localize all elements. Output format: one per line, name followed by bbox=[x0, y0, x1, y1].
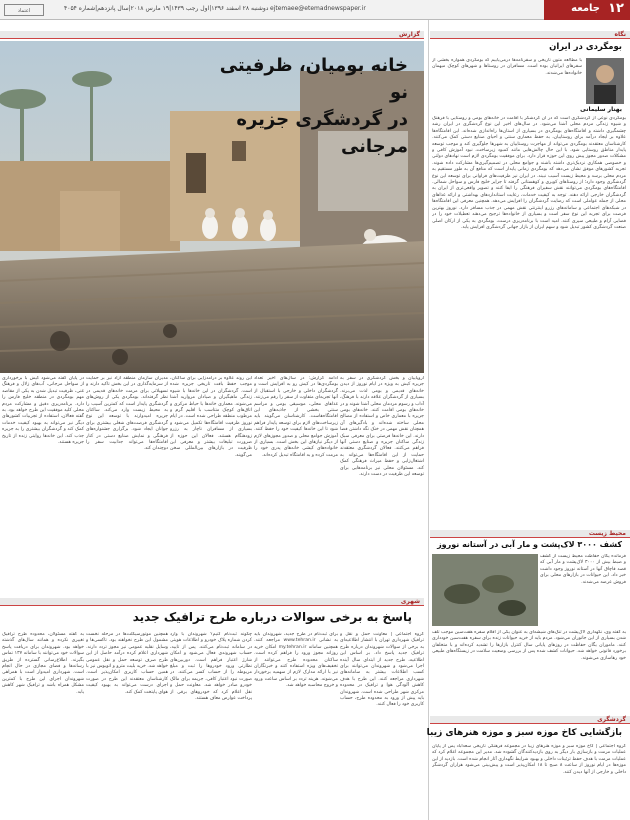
tourism-tag-bar bbox=[430, 716, 630, 724]
turtles-photo bbox=[432, 554, 538, 626]
newspaper-logo-icon: اعتماد bbox=[4, 4, 44, 16]
email-address[interactable]: ejtemaee@etemadnewspaper.ir bbox=[270, 5, 366, 12]
date-line: دوشنبه ۲۸ اسفند ۱۳۹۶|اول رجب ۱۴۳۹|۱۹ مارس ۲۰۱۸|سال پانزدهم|شماره ۴۰۵۴ bbox=[64, 5, 269, 12]
report-body-column: این روند علاوه بر درآمدزایی برای ساکنان، موجب حفظ بافت تاریخی جزیره شده است. گردشگران در این خانه‌ها با شیوه زندگی ماهیگیران و صیادان مروارید آشنا می‌شوند. معماری خانه‌ها با حیاط مرکزی و اتاق‌های کوچک متناسب با اقلیم گرم و مرطوب منطقه طراحی شده است. در ایام نوروز ظرفیت اقامتگاه‌ها تکمیل می‌شود و بسیاری از مسافران ناچار به رزرو زودهنگام هستند. فعالان این حوزه از ضرورت تبلیغات بیشتر و معرفی این ظرفیت در بازارهای بین‌المللی سخن می‌گویند. bbox=[170, 376, 252, 458]
city-tag-bar bbox=[0, 598, 424, 606]
environment-tag-bar bbox=[430, 530, 630, 538]
author-photo bbox=[586, 58, 624, 104]
city-body-column: گروه اجتماعی | معاونت حمل و نقل و ترافیک شهرداری تهران با انتشار اطلاعیه‌ای به برخی از سوالات شهروندان درباره طرح ترافیک جدید پاسخ داد. بر اساس این اطلاعیه، طرح جدید از ابتدای سال آینده اجرا می‌شود و شهروندان می‌توانند برای کسب اطلاعات بیشتر به سامانه‌های شهرداری مراجعه کنند. این طرح با هدف کاهش آلودگی هوا و ترافیک در محدوده مرکزی شهر طراحی شده است. شهروندان باید پیش از ورود به محدوده طرح، حساب کاربری خود را فعال کنند. bbox=[340, 632, 424, 708]
report-headline-line2: در گردشگری جزیره مرجانی bbox=[236, 109, 408, 157]
section-title: جامعه bbox=[571, 3, 600, 14]
opinion-tag: نگاه bbox=[614, 31, 626, 38]
environment-tag: محیط زیست bbox=[588, 530, 626, 537]
report-body-column: در پایان گفته می‌شود کیش با برخورداری از سواحل مرجانی، آب‌های زلال و فرهنگ غنی، ظرفیت تبدیل شدن به یکی از مقاصد مهم بومگردی در منطقه خلیج فارس را دارد. برنامه‌ریزی دقیق و مشارکت مردم محلی کلید موفقیت این طرح خواهد بود. به گفته فعالان، استفاده از تجربیات کشورهای دیگر نیز می‌تواند به بهبود کیفیت خدمات کمک کند و گردشگران بیشتری را به جزیره جذب کند. این خانه‌ها روایتی زنده از تاریخ جزیره هستند. bbox=[2, 376, 84, 446]
author-name: بهنار سلیمانی bbox=[580, 106, 622, 113]
tourism-body: گروه اجتماعی | کاخ موزه سبز و موزه هنرهای زیبا در مجموعه فرهنگی تاریخی سعدآباد پس از پایان عملیات مرمت و بازسازی بار دیگر به روی بازدیدکنندگان گشوده شد. مدیر این مجموعه اعلام کرد که عملیات مرمت با هدف حفظ تزئینات داخلی و بهبود شرایط نگهداری آثار انجام شده است. بازدید از این موزه‌ها در ایام نوروز از ساعت ۸ صبح تا ۱۸ امکان‌پذیر است و پیش‌بینی می‌شود هزاران گردشگر داخلی و خارجی از آنها دیدن کنند. bbox=[432, 744, 626, 775]
report-tag-bar bbox=[0, 31, 424, 39]
opinion-body: با مطالعه متون تاریخی و سفرنامه‌ها درمی‌یابیم که بومگردی همواره بخشی از سفرهای ایرانیان بوده است. مسافران در روستاها و شهرهای کوچک میهمان خانواده‌ها می‌شدند. bbox=[432, 58, 582, 76]
environment-body: فرمانده یگان حفاظت محیط زیست از کشف و ضبط بیش از ۳۰۰۰ لاک‌پشت و مار آبی که قصد قاچاق آنها در آستانه نوروز وجود داشت خبر داد. این حیوانات در بازارهای محلی برای فروش عرضه می‌شدند. bbox=[540, 554, 626, 585]
city-body-column: چگونه ثبت‌نام کنیم؟ شهروندان با وارد کردن شماره پلاک خودرو و اطلاعات هویتی در سامانه ثبت‌نام می‌کنند. پس از تایید، حساب شهروندی فعال می‌شود و امکان شارژ اعتبار فراهم است. دوربین‌های نظارتی ورود خودروها را ثبت و مبلغ مربوطه را از حساب کسر می‌کنند. در صورت نبود اعتبار کافی، جریمه برای مالک خودرو صادر خواهد شد. معاونت حمل و نقل اعلام کرد که خودروهای برقی از پرداخت عوارض معاف هستند. bbox=[170, 632, 252, 702]
opinion-tag-bar bbox=[430, 31, 630, 39]
report-body-column: ادامه گزارش: در سال‌های اخیر تعداد بومگردی‌ها در کیش رو به افزایش است و گردشگران داخلی و خارجی با استقبال از آنها تجربه‌ای متفاوت از سفر را رقم می‌زنند. غذاهای محلی، موسیقی بومی و مراسم سنتی بخشی از جاذبه‌های این اقامتگاه‌هاست. کارشناسان می‌گویند باید زیرساخت‌های لازم برای توسعه پایدار فراهم شود تا این خانه‌ها کیفیت خود را حفظ کنند. آموزش جوامع محلی و صدور مجوزهای لازم از دیگر نیازهای این بخش است. بسیاری از خانواده‌های کیشی خانه‌های پدری خود را مرمت کرده و به اقامتگاه تبدیل کرده‌اند. bbox=[254, 376, 338, 458]
environment-body: به گفته وی، نگهداری لاک‌پشت در تنگ‌های شیشه‌ای به عنوان یکی از اقلام سفره هفت‌سین موجب تلف شدن بسیاری از این جانوران می‌شود. مردم باید از خرید حیوانات زنده برای سفره هفت‌سین خودداری کنند. ماموران یگان حفاظت در روزهای پایانی سال کنترل بازارها را تشدید کرده‌اند و با متخلفان برخورد قانونی خواهد شد. حیوانات کشف شده پس از بررسی وضعیت سلامت در زیستگاه‌های طبیعی خود رهاسازی می‌شوند. bbox=[432, 630, 626, 661]
opinion-headline: بومگردی در ایران bbox=[549, 42, 622, 52]
city-body-column: به گفته مسئولان، محدوده طرح ترافیک تغییری نکرده و همانند سال‌های گذشته خواهد بود. شهروندان برای دریافت پاسخ سوالات خود می‌توانند با سامانه ۱۳۷ تماس بگیرند. اطلاع‌رسانی گسترده از طریق رسانه‌ها و فضای مجازی در حال انجام است. شهرداری امیدوار است با همراهی شهروندان اجرای این طرح با کمترین مشکل همراه باشد و ترافیک شهر کاهش یابد. bbox=[2, 632, 84, 695]
my-tehran-link[interactable]: my.tehran.ir bbox=[278, 644, 307, 650]
tourism-headline: بازگشایی کاخ موزه سبز و موزه هنرهای زیبا bbox=[426, 728, 622, 738]
city-body-column: برای ثبت‌نام در طرح جدید، شهروندان باید به نشانی www.tehran.ir مراجعه کنند. همچنین سامانه my.tehran.ir امکان خرید روزانه مجوز ورود را فراهم کرده است. ساکنان محدوده طرح می‌توانند از تخفیف‌های ویژه استفاده کنند و خبرنگاران نیز با ارائه مدارک لازم از سهمیه برخوردار می‌شوند. هزینه تردد بر اساس ساعت ورود و خروج محاسبه خواهد شد. bbox=[254, 632, 338, 689]
report-headline-line1: خانه بومیان، ظرفیتی نو bbox=[219, 55, 408, 103]
report-body-column: مدیران سازمان منطقه آزاد نیز بر حمایت از سرمایه‌گذاری در این بخش تاکید دارند و تسهیلاتی برای مرمت خانه‌های قدیمی در نظر گرفته‌اند. بومگردی یکی از روش‌های گردشگری پایدار است که کمترین آسیب را به محیط زیست وارد می‌کند. ساکنان جزیره امیدوارند با توسعه این نوع گردشگری فرصت‌های شغلی بیشتری برای جوانان ایجاد شود. برگزاری جشنواره‌های فرهنگی و نمایش صنایع دستی در کنار اقامتگاه‌ها می‌تواند جذابیت سفر را دوچندان کند. bbox=[86, 376, 168, 452]
tourism-tag: گردشگری bbox=[597, 716, 626, 723]
city-headline: پاسخ به برخی سوالات درباره طرح ترافیک جدید bbox=[132, 610, 412, 624]
opinion-body: بومگردی نوعی از گردشگری است که در آن گردشگر با اقامت در خانه‌های بومی و روستایی با فرهنگ و شیوه زندگی مردم محلی آشنا می‌شود. در سال‌های اخیر این نوع گردشگری در ایران رشد چشمگیری داشته و اقامتگاه‌های بومگردی در بسیاری از استان‌ها راه‌اندازی شده‌اند. این اقامتگاه‌ها علاوه بر ایجاد درآمد برای روستاییان، به حفظ معماری سنتی و احیای صنایع دستی کمک می‌کنند. کارشناسان معتقدند بومگردی می‌تواند از مهاجرت روستاییان به شهرها جلوگیری کند و موجب توسعه پایدار مناطق روستایی شود. با این حال چالش‌هایی مانند کمبود زیرساخت، نبود آموزش کافی و مشکلات صدور مجوز پیش روی این حوزه قرار دارد. برای موفقیت بومگردی لازم است نهادهای دولتی و خصوصی همکاری نزدیک‌تری داشته باشند و جوامع محلی در تصمیم‌گیری‌ها مشارکت داده شوند. تجربه کشورهای موفق نشان می‌دهد که بومگردی زمانی پایدار است که منافع آن به طور مستقیم به مردم محلی برسد و محیط زیست آسیب نبیند. در ایران نیز ظرفیت‌های فراوانی برای توسعه این نوع گردشگری وجود دارد؛ از روستاهای کویری و کوهستانی گرفته تا جزایر خلیج فارس و سواحل شمالی. اقامتگاه‌های بومگردی می‌توانند نقش سفیران فرهنگی را ایفا کنند و تصویر واقعی‌تری از ایران به گردشگران خارجی ارائه دهند. توجه به کیفیت خدمات، رعایت استانداردهای بهداشتی و ارائه غذاهای محلی از جمله عواملی است که رضایت گردشگران را افزایش می‌دهد. همچنین معرفی این اقامتگاه‌ها در شبکه‌های اجتماعی و سامانه‌های رزرو اینترنتی نقش مهمی در جذب مسافر دارد. نوروز بهترین فرصت برای تجربه این نوع سفر است و بسیاری از خانواده‌ها ترجیح می‌دهند تعطیلات خود را در فضایی آرام و طبیعی سپری کنند. امید است با برنامه‌ریزی درست، بومگردی به یکی از ارکان اصلی صنعت گردشگری کشور تبدیل شود و سهم ایران از بازار جهانی گردشگری افزایش یابد. bbox=[432, 116, 626, 230]
city-body-column: همچنین موتورسیکلت‌ها در مرحله نخست مشمول این طرح نخواهند بود. تاکسی‌ها و وسایل نقلیه عمومی نیز مجوز تردد دارند. شهرداری اعلام کرده درآمد حاصل از این طرح صرف توسعه حمل و نقل عمومی خواهد شد. خرید بلیت مترو و اتوبوس نیز با همین حساب کاربری امکان‌پذیر است. کارشناسان معتقدند این طرح در صورت اجرای درست می‌تواند به بهبود کیفیت هوای پایتخت کمک کند. bbox=[86, 632, 168, 695]
tehran-link[interactable]: www.tehran.ir bbox=[283, 638, 316, 644]
report-body-column: اروپاییان و بخش گردشگری در سفر به جزیره کیش به ویژه در ایام نوروز از دیدن خانه‌های قدیمی و بومی لذت می‌برند. بسیاری از گردشگران علاقه دارند با فرهنگ، آداب و رسوم مردمان محلی آشنا شوند و در خانه‌های بومی اقامت کنند. خانه‌های بومی جزیره با معماری خاص و استفاده از مصالح محلی ساخته شده‌اند و بادگیرهای آن همچنان نقش مهمی در خنک نگه داشتن فضا دارند. این خانه‌ها فرصتی برای معرفی سبک زندگی ساکنان جزیره و صنایع دستی آنها فراهم می‌کنند. فعالان گردشگری معتقدند حمایت از این اقامتگاه‌ها می‌تواند به اشتغال‌زایی و حفظ میراث فرهنگی کمک کند. مسئولان محلی نیز برنامه‌هایی برای توسعه این ظرفیت در دست دارند. bbox=[340, 376, 424, 478]
report-tag: گزارش bbox=[398, 31, 420, 38]
environment-headline: کشف ۳۰۰۰ لاک‌پشت و مار آبی در آستانه نوروز bbox=[437, 540, 622, 549]
section-header bbox=[544, 0, 630, 20]
page-number: ۱۲ bbox=[608, 1, 624, 16]
report-headline bbox=[210, 52, 408, 160]
city-tag: شهری bbox=[400, 598, 420, 605]
